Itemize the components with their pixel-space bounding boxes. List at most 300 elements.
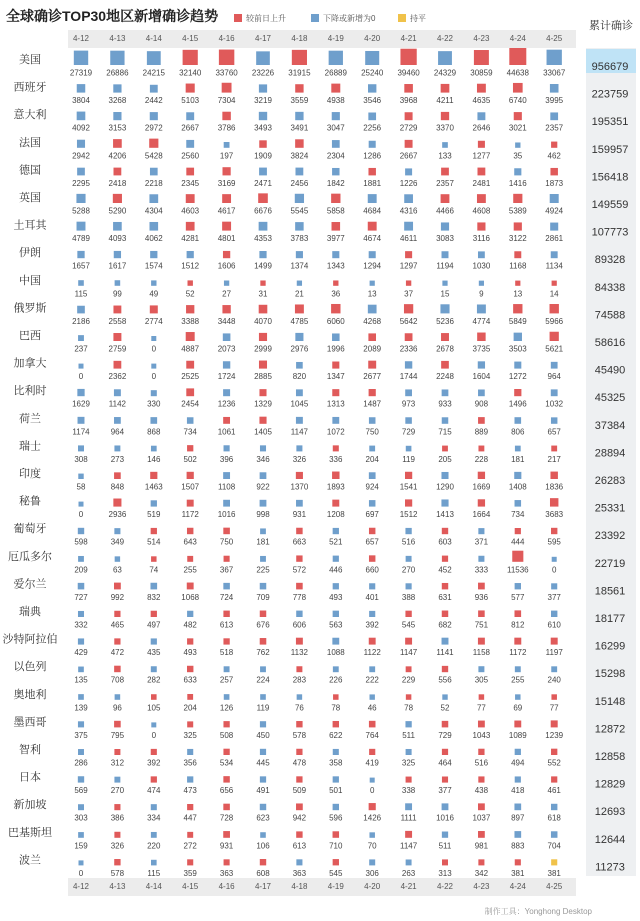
value-square — [332, 168, 339, 175]
value-label: 2678 — [436, 344, 454, 354]
value-square — [295, 222, 303, 230]
value-square — [370, 694, 375, 699]
value-label: 229 — [401, 675, 416, 685]
value-square — [478, 556, 484, 562]
value-square — [151, 666, 157, 672]
value-label: 660 — [365, 565, 379, 575]
value-label: 2560 — [181, 151, 200, 161]
value-square — [441, 472, 448, 479]
value-square — [296, 389, 303, 396]
value-square — [329, 51, 343, 65]
value-label: 1297 — [399, 261, 418, 271]
value-square — [79, 364, 84, 369]
value-square — [369, 859, 375, 865]
value-label: 5236 — [436, 316, 454, 326]
value-square — [442, 611, 448, 617]
value-square — [405, 638, 412, 645]
value-label: 205 — [438, 454, 452, 464]
total-value: 956679 — [591, 61, 629, 73]
value-square — [442, 859, 448, 865]
value-square — [115, 556, 120, 561]
value-label: 603 — [438, 537, 452, 547]
value-label: 1286 — [363, 151, 382, 161]
value-square — [551, 804, 557, 810]
value-square — [513, 304, 522, 313]
value-label: 1873 — [545, 178, 564, 188]
value-label: 4801 — [217, 234, 236, 244]
value-square — [405, 361, 412, 368]
value-square — [441, 168, 449, 176]
value-square — [550, 332, 559, 341]
value-square — [259, 140, 266, 147]
value-square — [114, 472, 121, 479]
value-square — [551, 417, 557, 423]
value-label: 0 — [78, 868, 84, 878]
value-square — [547, 50, 562, 65]
value-label: 2304 — [326, 151, 345, 161]
value-square — [369, 666, 375, 672]
value-square — [223, 500, 230, 507]
value-label: 3683 — [545, 510, 564, 520]
value-square — [114, 804, 120, 810]
value-label: 4938 — [326, 96, 345, 106]
value-label: 595 — [547, 537, 561, 547]
value-label: 3824 — [290, 151, 309, 161]
value-square — [296, 831, 302, 837]
value-label: 115 — [147, 868, 161, 878]
value-label: 2936 — [108, 510, 127, 520]
value-label: 106 — [256, 841, 270, 851]
value-label: 52 — [440, 703, 450, 713]
value-label: 336 — [329, 454, 343, 464]
value-label: 931 — [292, 510, 307, 520]
value-square — [186, 84, 195, 93]
value-square — [515, 583, 521, 589]
value-square — [219, 50, 234, 65]
value-square — [113, 194, 122, 203]
value-square — [259, 417, 266, 424]
total-value: 15298 — [594, 668, 626, 681]
value-label: 330 — [147, 399, 161, 409]
value-label: 386 — [110, 813, 125, 823]
value-square — [368, 168, 375, 175]
value-label: 704 — [547, 841, 561, 851]
value-label: 32140 — [179, 68, 202, 78]
value-label: 1158 — [472, 648, 491, 658]
value-square — [151, 832, 157, 838]
value-square — [78, 528, 84, 534]
value-square — [478, 859, 484, 865]
value-label: 377 — [438, 786, 452, 796]
total-value: 12644 — [594, 833, 626, 846]
value-label: 334 — [147, 813, 161, 823]
value-square — [369, 721, 376, 728]
value-square — [368, 113, 376, 121]
value-label: 613 — [292, 841, 307, 851]
value-label: 5849 — [508, 316, 527, 326]
value-square — [224, 859, 230, 865]
value-label: 709 — [256, 592, 270, 602]
value-square — [478, 583, 485, 590]
value-label: 764 — [365, 730, 379, 740]
total-header: 累计确诊 — [589, 20, 633, 32]
value-label: 1664 — [472, 510, 491, 520]
value-label: 1122 — [363, 648, 381, 658]
row-label: 瑞士 — [19, 440, 41, 453]
value-label: 2774 — [144, 316, 163, 326]
value-square — [187, 776, 193, 782]
value-square — [150, 251, 157, 258]
value-label: 569 — [74, 786, 88, 796]
date-top-4-20: 4-20 — [364, 34, 381, 43]
value-square — [296, 500, 303, 507]
value-square — [405, 140, 413, 148]
value-label: 606 — [292, 620, 307, 630]
value-square — [551, 251, 558, 258]
value-label: 727 — [74, 592, 88, 602]
value-label: 657 — [547, 427, 561, 437]
value-label: 31 — [258, 289, 268, 299]
value-label: 257 — [219, 675, 234, 685]
value-square — [368, 222, 377, 231]
value-square — [114, 251, 121, 258]
total-value: 22719 — [594, 557, 626, 570]
value-square — [406, 556, 412, 562]
value-label: 1147 — [399, 648, 418, 658]
value-label: 282 — [147, 675, 161, 685]
value-label: 396 — [219, 454, 234, 464]
value-square — [514, 112, 522, 120]
date-top-4-17: 4-17 — [254, 34, 271, 43]
row-label: 沙特阿拉伯 — [2, 633, 58, 646]
value-label: 1147 — [290, 427, 309, 437]
value-label: 1088 — [326, 648, 345, 658]
value-square — [406, 583, 412, 589]
value-square — [514, 389, 521, 396]
value-label: 682 — [438, 620, 452, 630]
value-label: 922 — [256, 482, 270, 492]
value-label: 657 — [365, 537, 379, 547]
value-label: 74 — [149, 565, 159, 575]
value-label: 5545 — [290, 206, 309, 216]
value-square — [224, 142, 230, 148]
value-square — [514, 168, 521, 175]
value-label: 356 — [183, 758, 197, 768]
value-square — [332, 389, 339, 396]
value-square — [114, 528, 120, 534]
value-label: 217 — [547, 454, 561, 464]
value-square — [551, 776, 557, 782]
value-square — [150, 417, 157, 424]
value-square — [369, 500, 376, 507]
value-square — [478, 499, 485, 506]
value-square — [78, 474, 83, 479]
value-label: 52 — [185, 289, 195, 299]
value-label: 303 — [74, 813, 88, 823]
value-label: 729 — [401, 427, 416, 437]
value-label: 197 — [219, 151, 234, 161]
value-label: 4268 — [363, 316, 382, 326]
value-label: 1016 — [436, 813, 454, 823]
row-label: 土耳其 — [13, 219, 47, 232]
value-label: 4924 — [545, 206, 564, 216]
value-square — [552, 557, 557, 562]
value-square — [260, 832, 266, 838]
value-square — [77, 389, 84, 396]
value-label: 3804 — [72, 96, 90, 106]
value-label: 1463 — [144, 482, 163, 492]
value-square — [369, 638, 376, 645]
value-square — [368, 194, 377, 203]
value-square — [295, 304, 304, 313]
value-label: 272 — [183, 841, 197, 851]
value-square — [551, 611, 557, 617]
date-top-4-21: 4-21 — [400, 34, 417, 43]
value-square — [260, 472, 267, 479]
value-square — [369, 446, 375, 452]
value-label: 936 — [474, 592, 489, 602]
value-label: 2256 — [363, 123, 382, 133]
value-square — [441, 84, 450, 93]
value-square — [478, 638, 485, 645]
value-square — [478, 528, 484, 534]
value-label: 31915 — [288, 68, 311, 78]
value-label: 135 — [74, 675, 88, 685]
value-square — [441, 222, 449, 230]
value-label: 4466 — [436, 206, 454, 216]
value-label: 663 — [292, 537, 307, 547]
value-label: 358 — [329, 758, 343, 768]
value-square — [187, 251, 194, 258]
value-label: 0 — [151, 344, 157, 354]
date-bottom-4-23: 4-23 — [473, 882, 490, 891]
value-square — [259, 389, 266, 396]
value-square — [515, 666, 521, 672]
value-square — [260, 611, 266, 617]
value-label: 509 — [292, 786, 307, 796]
value-label: 1174 — [72, 427, 90, 437]
value-label: 3995 — [545, 96, 564, 106]
value-label: 2729 — [399, 123, 418, 133]
value-label: 2357 — [436, 178, 454, 188]
value-square — [223, 749, 229, 755]
date-top-4-24: 4-24 — [509, 34, 526, 43]
date-bottom-4-21: 4-21 — [400, 882, 417, 891]
value-square — [513, 83, 523, 93]
value-square — [296, 445, 302, 451]
value-label: 305 — [474, 675, 489, 685]
value-label: 964 — [547, 372, 561, 382]
value-label: 1172 — [181, 510, 199, 520]
value-label: 2454 — [181, 399, 200, 409]
value-label: 516 — [474, 758, 489, 768]
value-square — [370, 281, 375, 286]
value-label: 924 — [365, 482, 379, 492]
value-square — [77, 222, 86, 231]
value-square — [78, 280, 84, 286]
value-square — [296, 362, 303, 369]
value-label: 618 — [547, 813, 561, 823]
value-label: 734 — [511, 510, 525, 520]
value-square — [551, 362, 558, 369]
value-label: 371 — [474, 537, 489, 547]
value-square — [78, 611, 84, 617]
value-label: 3021 — [508, 123, 527, 133]
value-square — [222, 194, 231, 203]
value-label: 1347 — [326, 372, 345, 382]
value-square — [183, 50, 198, 65]
value-label: 326 — [110, 841, 125, 851]
value-square — [259, 84, 267, 92]
value-label: 4785 — [290, 316, 309, 326]
value-label: 598 — [74, 537, 88, 547]
date-bottom-4-15: 4-15 — [182, 882, 199, 891]
value-label: 656 — [219, 786, 234, 796]
total-value: 26283 — [594, 475, 626, 487]
value-label: 832 — [147, 592, 161, 602]
total-value: 58616 — [594, 337, 626, 349]
row-label: 英国 — [19, 192, 41, 204]
value-square — [78, 776, 84, 782]
value-square — [333, 804, 339, 810]
value-label: 119 — [402, 454, 415, 464]
value-label: 342 — [474, 868, 489, 878]
value-square — [77, 251, 84, 258]
value-square — [260, 638, 267, 645]
value-square — [224, 666, 230, 672]
value-label: 4206 — [108, 151, 127, 161]
row-label: 墨西哥 — [13, 716, 47, 729]
value-label: 286 — [74, 758, 88, 768]
total-value: 11273 — [595, 861, 625, 874]
value-label: 868 — [147, 427, 161, 437]
row-label: 俄罗斯 — [13, 302, 47, 315]
value-square — [222, 83, 232, 93]
total-value: 223759 — [591, 88, 629, 101]
value-label: 446 — [329, 565, 343, 575]
value-label: 1512 — [399, 510, 418, 520]
value-square — [406, 694, 412, 700]
value-label: 349 — [110, 537, 125, 547]
total-value: 12829 — [594, 778, 626, 791]
value-square — [368, 305, 377, 314]
value-square — [222, 222, 231, 231]
value-label: 750 — [365, 427, 379, 437]
value-square — [296, 859, 302, 865]
value-square — [260, 445, 266, 451]
value-label: 435 — [147, 648, 161, 658]
value-label: 4093 — [108, 234, 127, 244]
value-square — [260, 721, 266, 727]
value-label: 4774 — [472, 316, 491, 326]
value-square — [114, 832, 120, 838]
value-label: 2362 — [108, 372, 127, 382]
value-label: 1842 — [326, 178, 345, 188]
value-label: 1226 — [399, 178, 418, 188]
value-label: 5858 — [326, 206, 345, 216]
value-label: 44638 — [506, 68, 529, 78]
value-label: 5290 — [108, 206, 127, 216]
value-label: 1604 — [472, 372, 491, 382]
value-square — [296, 251, 303, 258]
value-square — [478, 141, 485, 148]
value-square — [442, 803, 449, 810]
row-label: 奥地利 — [13, 688, 47, 701]
value-label: 220 — [147, 841, 161, 851]
value-square — [295, 333, 303, 341]
value-label: 1617 — [108, 261, 127, 271]
value-square — [186, 194, 195, 203]
row-label: 波兰 — [19, 854, 41, 867]
value-square — [478, 251, 485, 258]
value-square — [405, 251, 412, 258]
value-square — [332, 140, 340, 148]
value-square — [477, 222, 485, 230]
value-label: 2759 — [108, 344, 127, 354]
value-square — [551, 720, 558, 727]
value-square — [514, 610, 521, 617]
value-square — [478, 721, 485, 728]
value-label: 105 — [147, 703, 161, 713]
value-square — [442, 638, 449, 645]
value-label: 69 — [513, 703, 523, 713]
value-label: 312 — [110, 758, 125, 768]
value-square — [514, 638, 521, 645]
value-label: 3083 — [436, 234, 454, 244]
value-square — [550, 223, 558, 231]
value-square — [223, 721, 229, 727]
value-label: 931 — [219, 841, 234, 851]
value-square — [151, 611, 157, 617]
value-square — [400, 49, 416, 65]
value-label: 1724 — [217, 372, 236, 382]
value-square — [114, 749, 120, 755]
value-square — [550, 194, 559, 203]
value-square — [478, 446, 484, 452]
value-square — [187, 445, 193, 451]
value-square — [150, 112, 158, 120]
value-square — [404, 194, 413, 203]
value-label: 418 — [511, 786, 525, 796]
value-square — [113, 499, 121, 507]
value-square — [477, 84, 486, 93]
row-label: 印度 — [19, 468, 41, 480]
value-square — [405, 112, 413, 120]
value-square — [442, 721, 449, 728]
value-square — [550, 304, 559, 313]
value-square — [260, 280, 265, 285]
value-square — [296, 776, 302, 782]
value-square — [295, 112, 303, 120]
value-square — [187, 694, 193, 700]
value-label: 6060 — [326, 316, 345, 326]
value-square — [478, 749, 484, 755]
value-square — [259, 251, 266, 258]
value-square — [333, 528, 339, 534]
value-label: 35 — [513, 151, 523, 161]
value-label: 1134 — [545, 261, 563, 271]
value-square — [404, 84, 413, 93]
value-label: 4603 — [181, 206, 200, 216]
value-square — [78, 804, 84, 810]
value-square — [333, 831, 340, 838]
value-square — [442, 749, 448, 755]
value-label: 4635 — [472, 96, 491, 106]
value-square — [113, 333, 121, 341]
value-label: 676 — [256, 620, 270, 630]
value-square — [113, 112, 121, 120]
value-label: 1507 — [181, 482, 200, 492]
